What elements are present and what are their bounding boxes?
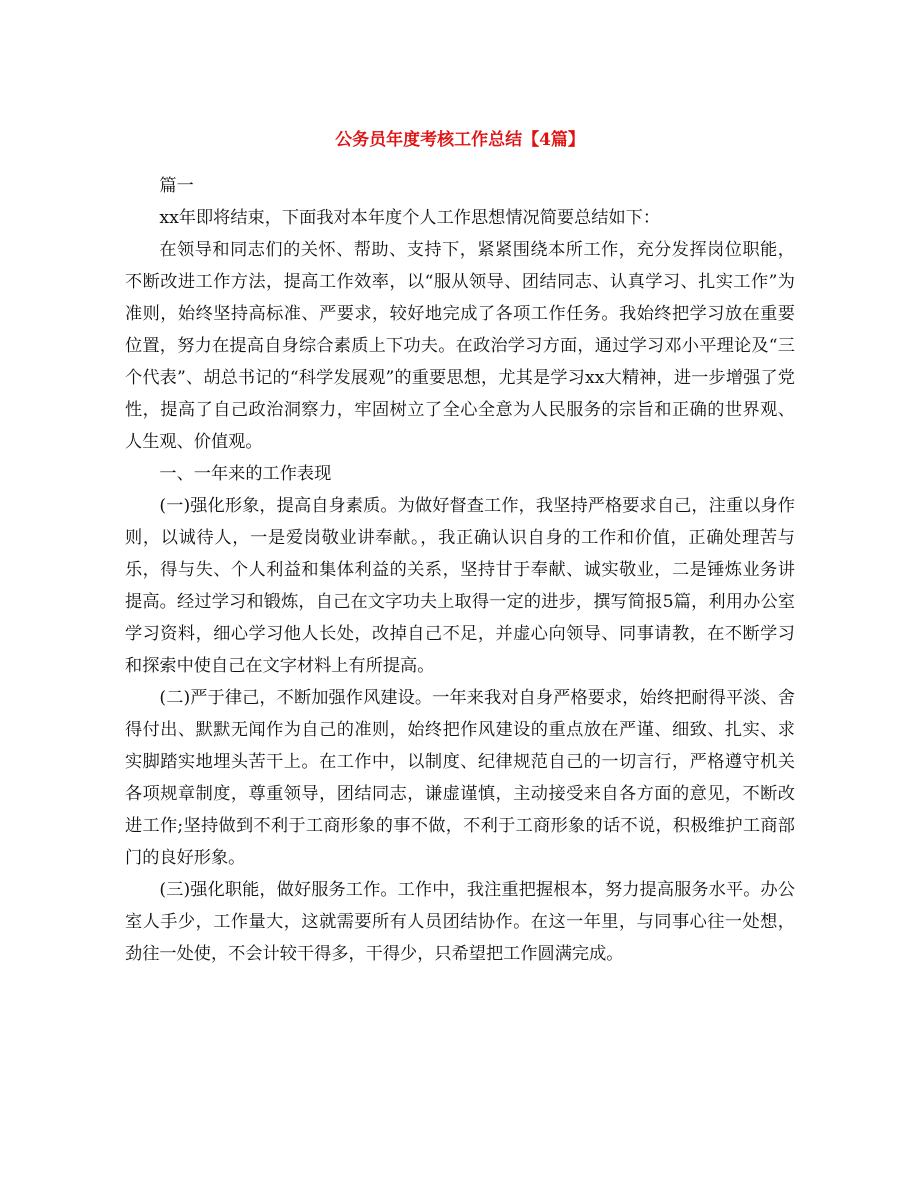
body-paragraph: 在领导和同志们的关怀、帮助、支持下，紧紧围绕本所工作，充分发挥岗位职能，不断改进工作方法，提高工作效率，以“服从领导、团结同志、认真学习、扎实工作”为准则，始终坚持高标准、严要求，较好地完成了各项工作任务。我始终把学习放在重要位置，努力在提高自身综合素质上下功夫。在政治学习方面，通过学习邓小平理论及“三个代表”、胡总书记的“科学发展观”的重要思想，尤其是学习xx大精神，进一步增强了党性，提高了自己政治洞察力，牢固树立了全心全意为人民服务的宗旨和正确的世界观、人生观、价值观。 bbox=[125, 240, 795, 452]
document-title: 公务员年度考核工作总结【4篇】 bbox=[335, 130, 585, 150]
body-paragraph: (二)严于律己，不断加强作风建设。一年来我对自身严格要求，始终把耐得平淡、舍得付出、默默无闻作为自己的准则，始终把作风建设的重点放在严谨、细致、扎实、求实脚踏实地埋头苦干上。在工作中，以制度、纪律规范自己的一切言行，严格遵守机关各项规章制度，尊重领导，团结同志，谦虚谨慎，主动接受来自各方面的意见，不断改进工作;坚持做到不利于工商形象的事不做，不利于工商形象的话不说，积极维护工商部门的良好形象。 bbox=[125, 688, 795, 868]
section-label: 篇一 bbox=[159, 176, 194, 196]
body-paragraph: (三)强化职能，做好服务工作。工作中，我注重把握根本，努力提高服务水平。办公室人手少，工作量大，这就需要所有人员团结协作。在这一年里，与同事心往一处想，劲往一处使，不会计较干得多，干得少，只希望把工作圆满完成。 bbox=[125, 880, 795, 964]
section-heading: 一、一年来的工作表现 bbox=[159, 464, 332, 484]
document-body bbox=[125, 170, 795, 970]
body-paragraph: (一)强化形象，提高自身素质。为做好督查工作，我坚持严格要求自己，注重以身作则，以诚待人，一是爱岗敬业讲奉献。，我正确认识自身的工作和价值，正确处理苦与乐，得与失、个人利益和集体利益的关系，坚持甘于奉献、诚实敬业，二是锤炼业务讲提高。经过学习和锻炼，自己在文字功夫上取得一定的进步，撰写简报5篇，利用办公室学习资料，细心学习他人长处，改掉自己不足，并虚心向领导、同事请教，在不断学习和探索中使自己在文字材料上有所提高。 bbox=[125, 496, 795, 676]
intro-paragraph: xx年即将结束，下面我对本年度个人工作思想情况简要总结如下： bbox=[159, 208, 661, 228]
